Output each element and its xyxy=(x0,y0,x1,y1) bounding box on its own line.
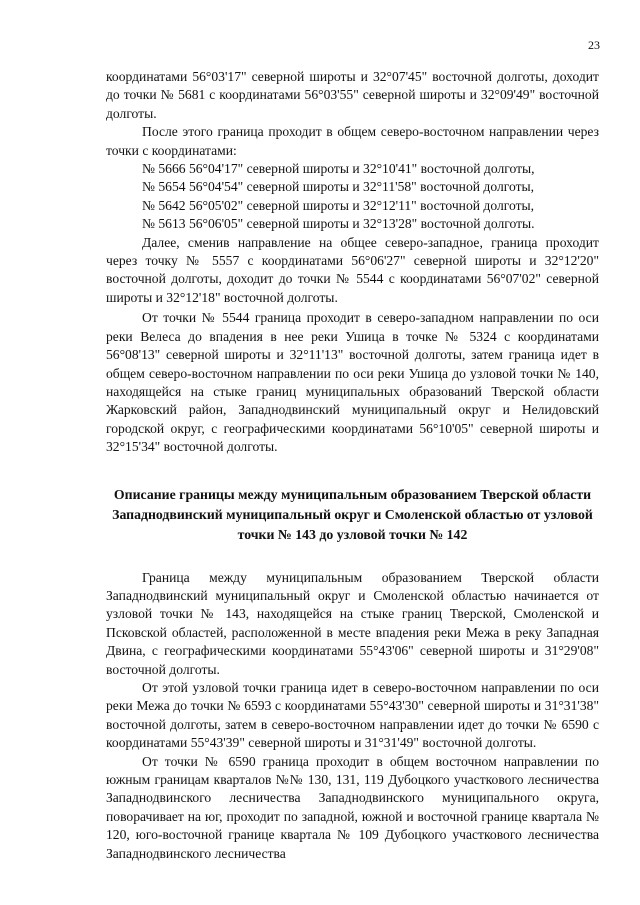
paragraph-northwest: Далее, сменив направление на общее северо-западное, граница проходит через точку № 5557 с координатами 56°06'27" северной широты и 32°12'20" восточной долготы, доходит до точки № 5544 с координатами 56°07'02" северной широты и 32°12'18" восточной долготы. xyxy=(106,234,599,305)
paragraph-boundary-start: Граница между муниципальным образованием Тверской области Западнодвинский муниципальный округ и Смоленской областью начинается от узловой точки № 143, находящейся на стыке границ Тверской, Смоленской и Псковской областей, расположенной в месте впадения реки Межа в реку Западная Двина, с географическими координатами 55°43'06" северной широты и 31°29'08" восточной долготы. xyxy=(106,569,599,677)
section-heading: Описание границы между муниципальным образованием Тверской области Западнодвинский муниципальный округ и Смоленской областью от узловой точки № 143 до узловой точки № 142 xyxy=(112,486,593,542)
document-body xyxy=(106,68,599,863)
coordinate-line: № 5666 56°04'17" северной широты и 32°10'41" восточной долготы, xyxy=(142,161,535,177)
coordinate-line: № 5642 56°05'02" северной широты и 32°12'11" восточной долготы, xyxy=(142,197,535,213)
paragraph-velesa-ushitsa: От точки № 5544 граница проходит в северо-западном направлении по оси реки Велеса до впадения в нее реки Ушица в точке № 5324 с координатами 56°08'13" северной широты и 32°11'13" восточной долготы, затем граница идет в общем северо-восточном направлении по оси реки Ушица до узловой точки № 140, находящейся на стыке границ муниципальных образований Тверской области Жарковский район, Западнодвинский муниципальный округ и Нелидовский городской округ, с географическими координатами 56°10'05" северной широты и 32°15'34" восточной долготы. xyxy=(106,310,599,455)
paragraph-continuation: координатами 56°03'17" северной широты и 32°07'45" восточной долготы, доходит до точки № 5681 с координатами 56°03'55" северной широты и 32°09'49" восточной долготы. xyxy=(106,69,599,121)
coordinate-list xyxy=(106,160,599,234)
coordinate-line: № 5613 56°06'05" северной широты и 32°13'28" восточной долготы. xyxy=(142,216,535,232)
paragraph-forestry-quarters: От точки № 6590 граница проходит в общем восточном направлении по южным границам кварталов №№ 130, 131, 119 Дубоцкого участкового лесничества Западнодвинского лесничества Западнодвинского муниципального округа, поворачивает на юг, проходит по западной, южной и восточной границе квартала № 120, юго-восточной границе квартала № 109 Дубоцкого участкового лесничества Западнодвинского лесничества xyxy=(106,753,599,861)
page-number: 23 xyxy=(588,38,600,52)
paragraph-northeast-intro: После этого граница проходит в общем северо-восточном направлении через точки с координатами: xyxy=(106,124,599,158)
paragraph-mezha-river: От этой узловой точки граница идет в северо-восточном направлении по оси реки Межа до точки № 6593 с координатами 55°43'30" северной широты и 31°31'38" восточной долготы, затем в северо-восточном направлении идет до точки № 6590 с координатами 55°43'39" северной широты и 31°31'49" восточной долготы. xyxy=(106,679,599,751)
coordinate-line: № 5654 56°04'54" северной широты и 32°11'58" восточной долготы, xyxy=(142,179,535,195)
